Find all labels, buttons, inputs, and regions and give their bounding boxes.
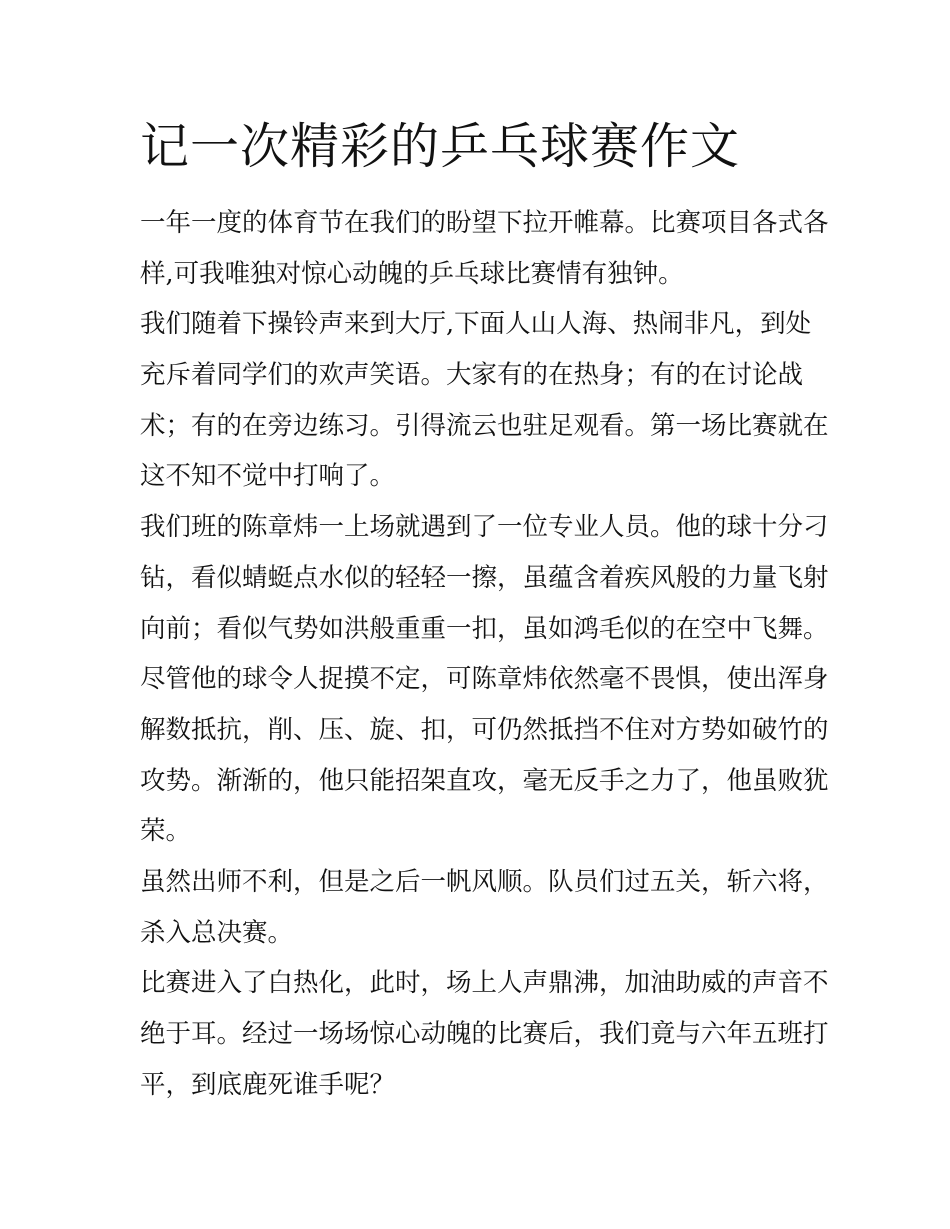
- paragraph: [140, 198, 829, 299]
- text-line: 荣。: [140, 816, 192, 847]
- text-line: 攻势。渐渐的，他只能招架直攻，毫无反手之力了，他虽败犹: [140, 765, 829, 796]
- text-line: 钻，看似蜻蜓点水似的轻轻一擦，虽蕴含着疾风般的力量飞射: [140, 562, 829, 593]
- text-line: 充斥着同学们的欢声笑语。大家有的在热身；有的在讨论战: [140, 360, 804, 391]
- text-line: 我们随着下操铃声来到大厅,下面人山人海、热闹非凡，到处: [140, 309, 812, 340]
- text-line: 术；有的在旁边练习。引得流云也驻足观看。第一场比赛就在: [140, 410, 829, 441]
- paragraph: [140, 857, 829, 958]
- text-line: 平，到底鹿死谁手呢？: [140, 1069, 396, 1100]
- text-line: 尽管他的球令人捉摸不定，可陈章炜依然毫不畏惧，使出浑身: [140, 664, 829, 695]
- text-line: 绝于耳。经过一场场惊心动魄的比赛后，我们竟与六年五班打: [140, 1019, 829, 1049]
- text-line: 样,可我唯独对惊心动魄的乒乓球比赛情有独钟。: [140, 258, 684, 289]
- text-line: 比赛进入了白热化，此时，场上人声鼎沸，加油助威的声音不: [140, 968, 829, 999]
- paragraph: [140, 502, 829, 857]
- paragraph: [140, 958, 829, 1110]
- text-line: 虽然出师不利，但是之后一帆风顺。队员们过五关，斩六将，: [140, 866, 829, 897]
- text-line: 我们班的陈章炜一上场就遇到了一位专业人员。他的球十分刁: [140, 512, 829, 543]
- text-line: 杀入总决赛。: [140, 917, 294, 948]
- text-line: 一年一度的体育节在我们的盼望下拉开帷幕。比赛项目各式各: [140, 208, 829, 238]
- document-body: [140, 198, 829, 1110]
- page-title: 记一次精彩的乒乓球赛作文: [140, 118, 741, 175]
- text-line: 向前；看似气势如洪般重重一扣，虽如鸿毛似的在空中飞舞。: [140, 613, 829, 644]
- text-line: 这不知不觉中打响了。: [140, 461, 396, 492]
- text-line: 解数抵抗，削、压、旋、扣，可仍然抵挡不住对方势如破竹的: [140, 714, 829, 745]
- paragraph: [140, 299, 829, 502]
